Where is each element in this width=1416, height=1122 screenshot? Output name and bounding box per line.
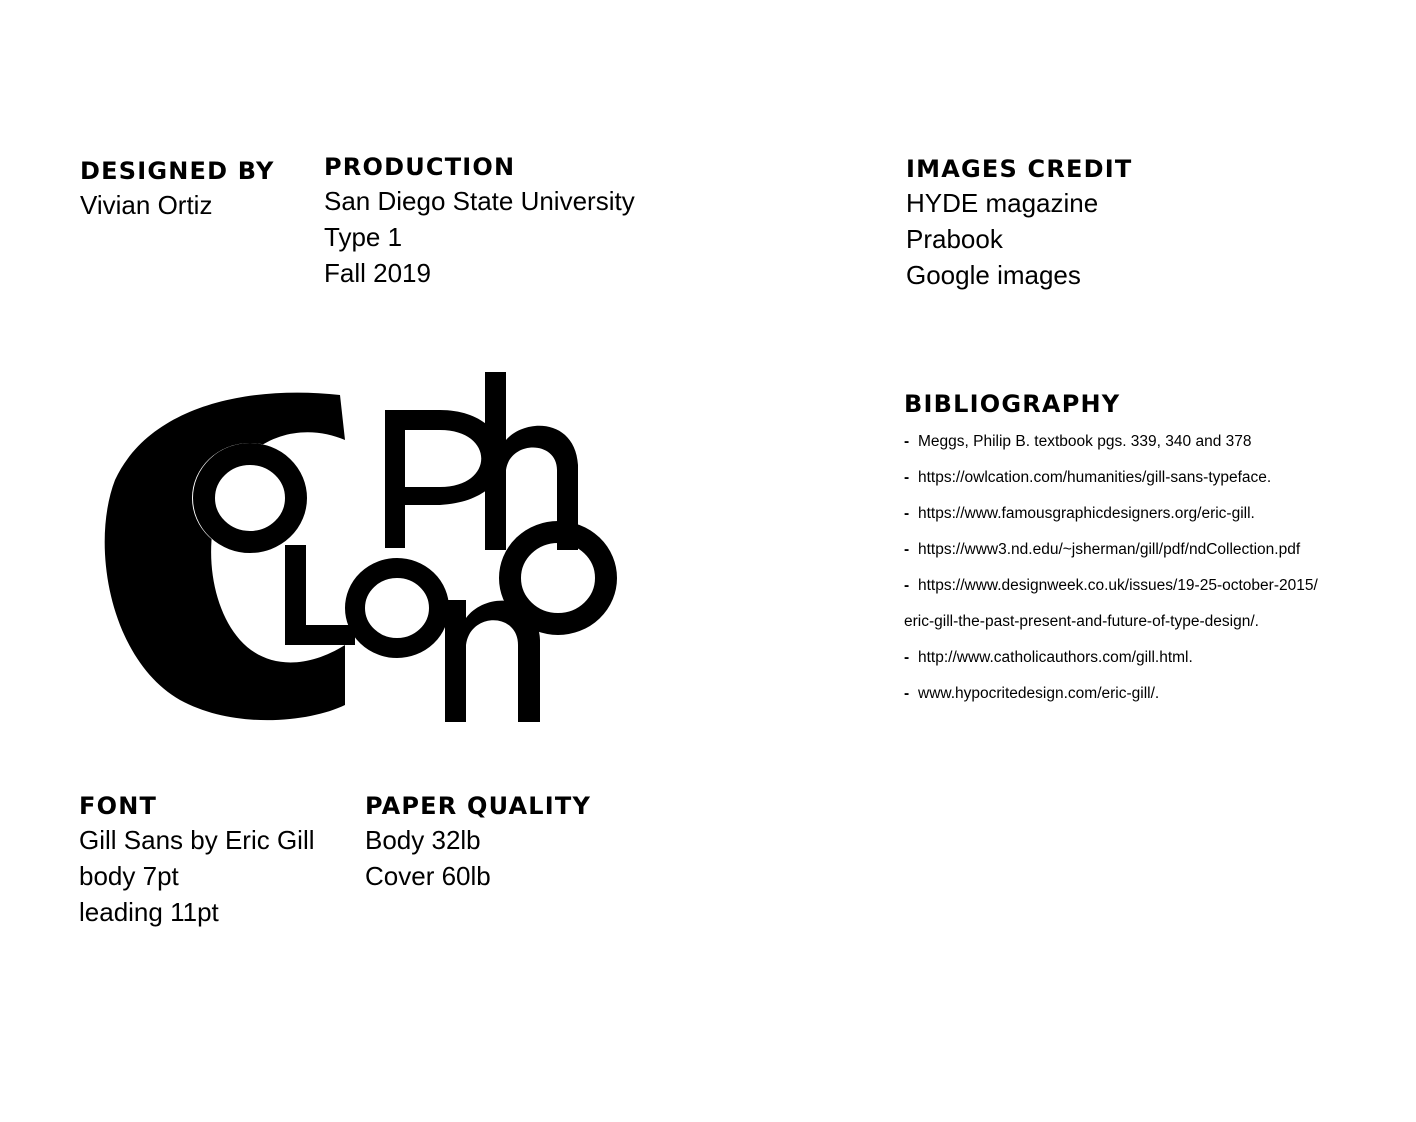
bibliography-text: https://www3.nd.edu/~jsherman/gill/pdf/ndCollection.pdf: [918, 541, 1301, 558]
paper-quality-heading: PAPER QUALITY: [365, 792, 592, 820]
paper-quality-section: [365, 792, 591, 894]
bibliography-item-continuation: [904, 604, 1318, 640]
bibliography-text: Meggs, Philip B. textbook pgs. 339, 340 and 378: [918, 433, 1252, 450]
letter-l-glyph: [285, 545, 355, 645]
font-section: [79, 792, 315, 930]
letter-c-glyph: [105, 393, 345, 721]
bullet-dash: -: [904, 505, 910, 522]
production-section: [324, 153, 635, 291]
designer-name: Vivian Ortiz: [80, 190, 213, 220]
production-line-university: San Diego State University: [324, 186, 635, 216]
bibliography-text: https://owlcation.com/humanities/gill-sans-typeface.: [918, 469, 1272, 486]
images-credit-heading: IMAGES CREDIT: [906, 155, 1133, 183]
bibliography-item: [904, 496, 1318, 532]
production-heading: PRODUCTION: [324, 153, 516, 181]
images-credit-line-2: Prabook: [906, 224, 1003, 254]
designed-by-section: [80, 157, 275, 223]
bibliography-item: [904, 460, 1318, 496]
bibliography-text: eric-gill-the-past-present-and-future-of-type-design/.: [904, 613, 1259, 630]
bullet-dash: -: [904, 541, 910, 558]
font-line-family: Gill Sans by Eric Gill: [79, 825, 315, 855]
bibliography-heading: BIBLIOGRAPHY: [904, 390, 1121, 418]
colophon-logotype-svg: [100, 368, 620, 724]
letter-o-middle: [355, 568, 439, 648]
bibliography-text: http://www.catholicauthors.com/gill.html.: [918, 649, 1193, 666]
images-credit-line-1: HYDE magazine: [906, 188, 1099, 218]
paper-quality-cover: Cover 60lb: [365, 861, 491, 891]
bibliography-item: [904, 676, 1318, 712]
bibliography-text: https://www.famousgraphicdesigners.org/eric-gill.: [918, 505, 1255, 522]
production-line-class: Type 1: [324, 222, 403, 252]
images-credit-section: [906, 155, 1132, 293]
bibliography-item: [904, 424, 1318, 460]
colophon-logotype: [100, 368, 620, 724]
bibliography-section: [904, 390, 1318, 712]
bibliography-text: https://www.designweek.co.uk/issues/19-25-october-2015/: [918, 577, 1318, 594]
bullet-dash: -: [904, 469, 910, 486]
bullet-dash: -: [904, 577, 910, 594]
bibliography-text: www.hypocritedesign.com/eric-gill/.: [918, 685, 1160, 702]
designed-by-heading: DESIGNED BY: [80, 157, 275, 185]
font-line-size: body 7pt: [79, 861, 179, 891]
bibliography-item: [904, 640, 1318, 676]
production-line-term: Fall 2019: [324, 258, 431, 288]
bullet-dash: -: [904, 433, 910, 450]
font-line-leading: leading 11pt: [79, 897, 219, 927]
paper-quality-body: Body 32lb: [365, 825, 481, 855]
bibliography-item: [904, 532, 1318, 568]
bullet-dash: -: [904, 649, 910, 666]
font-heading: FONT: [79, 792, 158, 820]
images-credit-line-3: Google images: [906, 260, 1081, 290]
bibliography-item: [904, 568, 1318, 604]
bullet-dash: -: [904, 685, 910, 702]
